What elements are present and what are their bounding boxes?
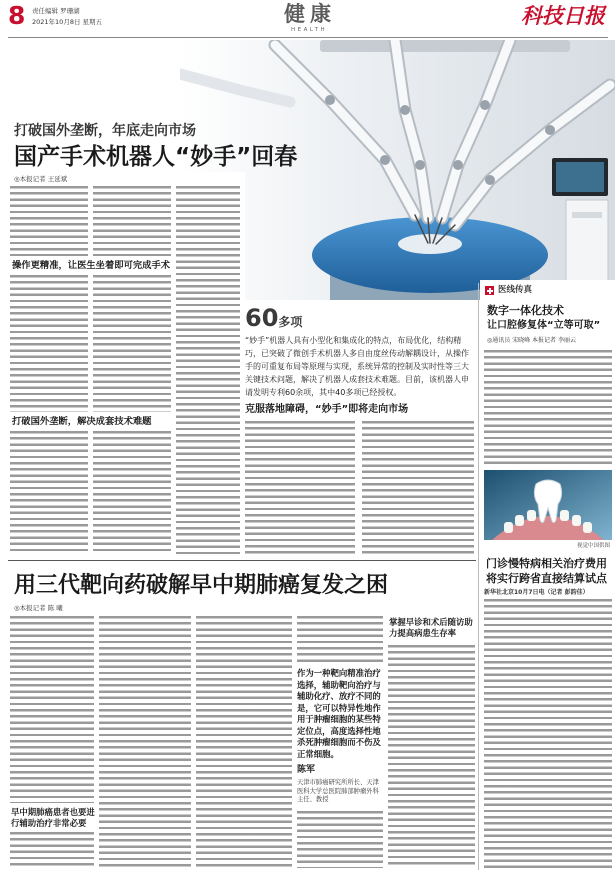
top-article-subhead: 操作更精准，让医生坐着即可完成手术	[12, 260, 171, 271]
body-text-block	[297, 616, 383, 662]
header-rule	[8, 37, 608, 38]
section-subtitle: HEALTH	[291, 27, 328, 33]
top-article-byline: ◎本报记者 王延斌	[14, 175, 68, 183]
bottom-article-subhead: 力提高病患生存率	[389, 628, 456, 638]
stat-number: 60	[245, 304, 279, 332]
top-article-subhead: 打破国外垄断，解决成套技术难题	[12, 416, 152, 427]
body-text-block	[10, 186, 88, 256]
bottom-article-byline: ◎本报记者 陈 曦	[14, 604, 63, 612]
bottom-article-subhead: 行辅助治疗非常必要	[11, 818, 87, 828]
bottom-article-subhead: 早中期肺癌患者也要进	[11, 807, 95, 817]
stat-callout-text: “妙手”机器人具有小型化和集成化的特点，布局优化，结构精巧，已突破了微创手术机器人多自由度丝传动解耦设计，从操作手的可重复布局等原理与实现，系统异常的控制及实时性等三大关键技术问题，解决了机器人成套技术难题。目前，该机器人申请发明专利60余项，其中40多项已经授权。	[245, 336, 469, 397]
body-text-block	[484, 350, 612, 466]
body-text-block	[362, 421, 474, 555]
newspaper-logo: 科技日报	[521, 3, 605, 28]
body-text-block	[10, 431, 88, 555]
top-article-subhead: 克服落地障碍，“妙手”即将走向市场	[245, 404, 409, 415]
side-article-byline: ◎通讯员 宋晓峰 本报记者 李丽云	[487, 337, 576, 344]
body-text-block	[196, 616, 292, 868]
top-article-kicker: 打破国外垄断，年底走向市场	[14, 123, 196, 139]
body-text-block	[93, 275, 171, 412]
expert-title: 天津市肺癌研究所所长、天津医科大学总医院肺部肿瘤外科主任、教授	[297, 779, 379, 803]
body-text-block	[245, 421, 355, 555]
body-text-block	[99, 616, 191, 868]
stat-callout	[245, 306, 302, 330]
body-text-block	[176, 186, 240, 555]
side-article-title: 让口腔修复体“立等可取”	[487, 320, 601, 331]
body-text-block	[10, 616, 94, 803]
body-text-block	[93, 431, 171, 555]
body-text-block	[484, 599, 612, 868]
dental-model-photo	[484, 470, 612, 540]
expert-quote: 作为一种靶向精准治疗选择，辅助靶向治疗与辅助化疗、放疗不同的是，它可以特异性地作用于肿瘤细胞的某些特定位点，高度选择性地杀死肿瘤细胞而不伤及正常细胞。	[297, 668, 381, 759]
bottom-article-subhead: 掌握早诊和术后随访助	[389, 617, 473, 627]
news-headline: 门诊慢特病相关治疗费用	[486, 557, 607, 570]
medical-cross-icon	[485, 286, 494, 295]
body-text-block	[93, 186, 171, 256]
surgical-robot-photo	[180, 40, 615, 300]
stat-unit: 多项	[278, 315, 303, 329]
body-text-block	[388, 645, 475, 868]
body-text-block	[10, 275, 88, 412]
body-text-block	[297, 811, 383, 868]
column-tag: 医线传真	[498, 285, 533, 295]
news-headline: 将实行跨省直接结算试点	[486, 572, 607, 585]
bottom-article-title: 用三代靶向药破解早中期肺癌复发之困	[14, 573, 389, 598]
expert-name: 陈军	[297, 765, 316, 775]
column-divider	[478, 283, 479, 870]
side-article-title: 数字一体化技术	[487, 304, 564, 317]
photo-caption: 视觉中国供图	[576, 543, 610, 549]
issue-date: 2021年10月8日 星期五	[32, 18, 103, 26]
body-text-block	[10, 832, 94, 868]
top-article-title: 国产手术机器人“妙手”回春	[14, 144, 298, 170]
news-dateline: 新华社北京10月7日电（记者 彭韵佳）	[484, 589, 589, 596]
page-number: 8	[8, 1, 26, 30]
section-title: 健康	[284, 2, 336, 26]
editor-credit: 责任编辑 罗珊湖	[32, 7, 80, 15]
section-divider	[8, 560, 476, 561]
